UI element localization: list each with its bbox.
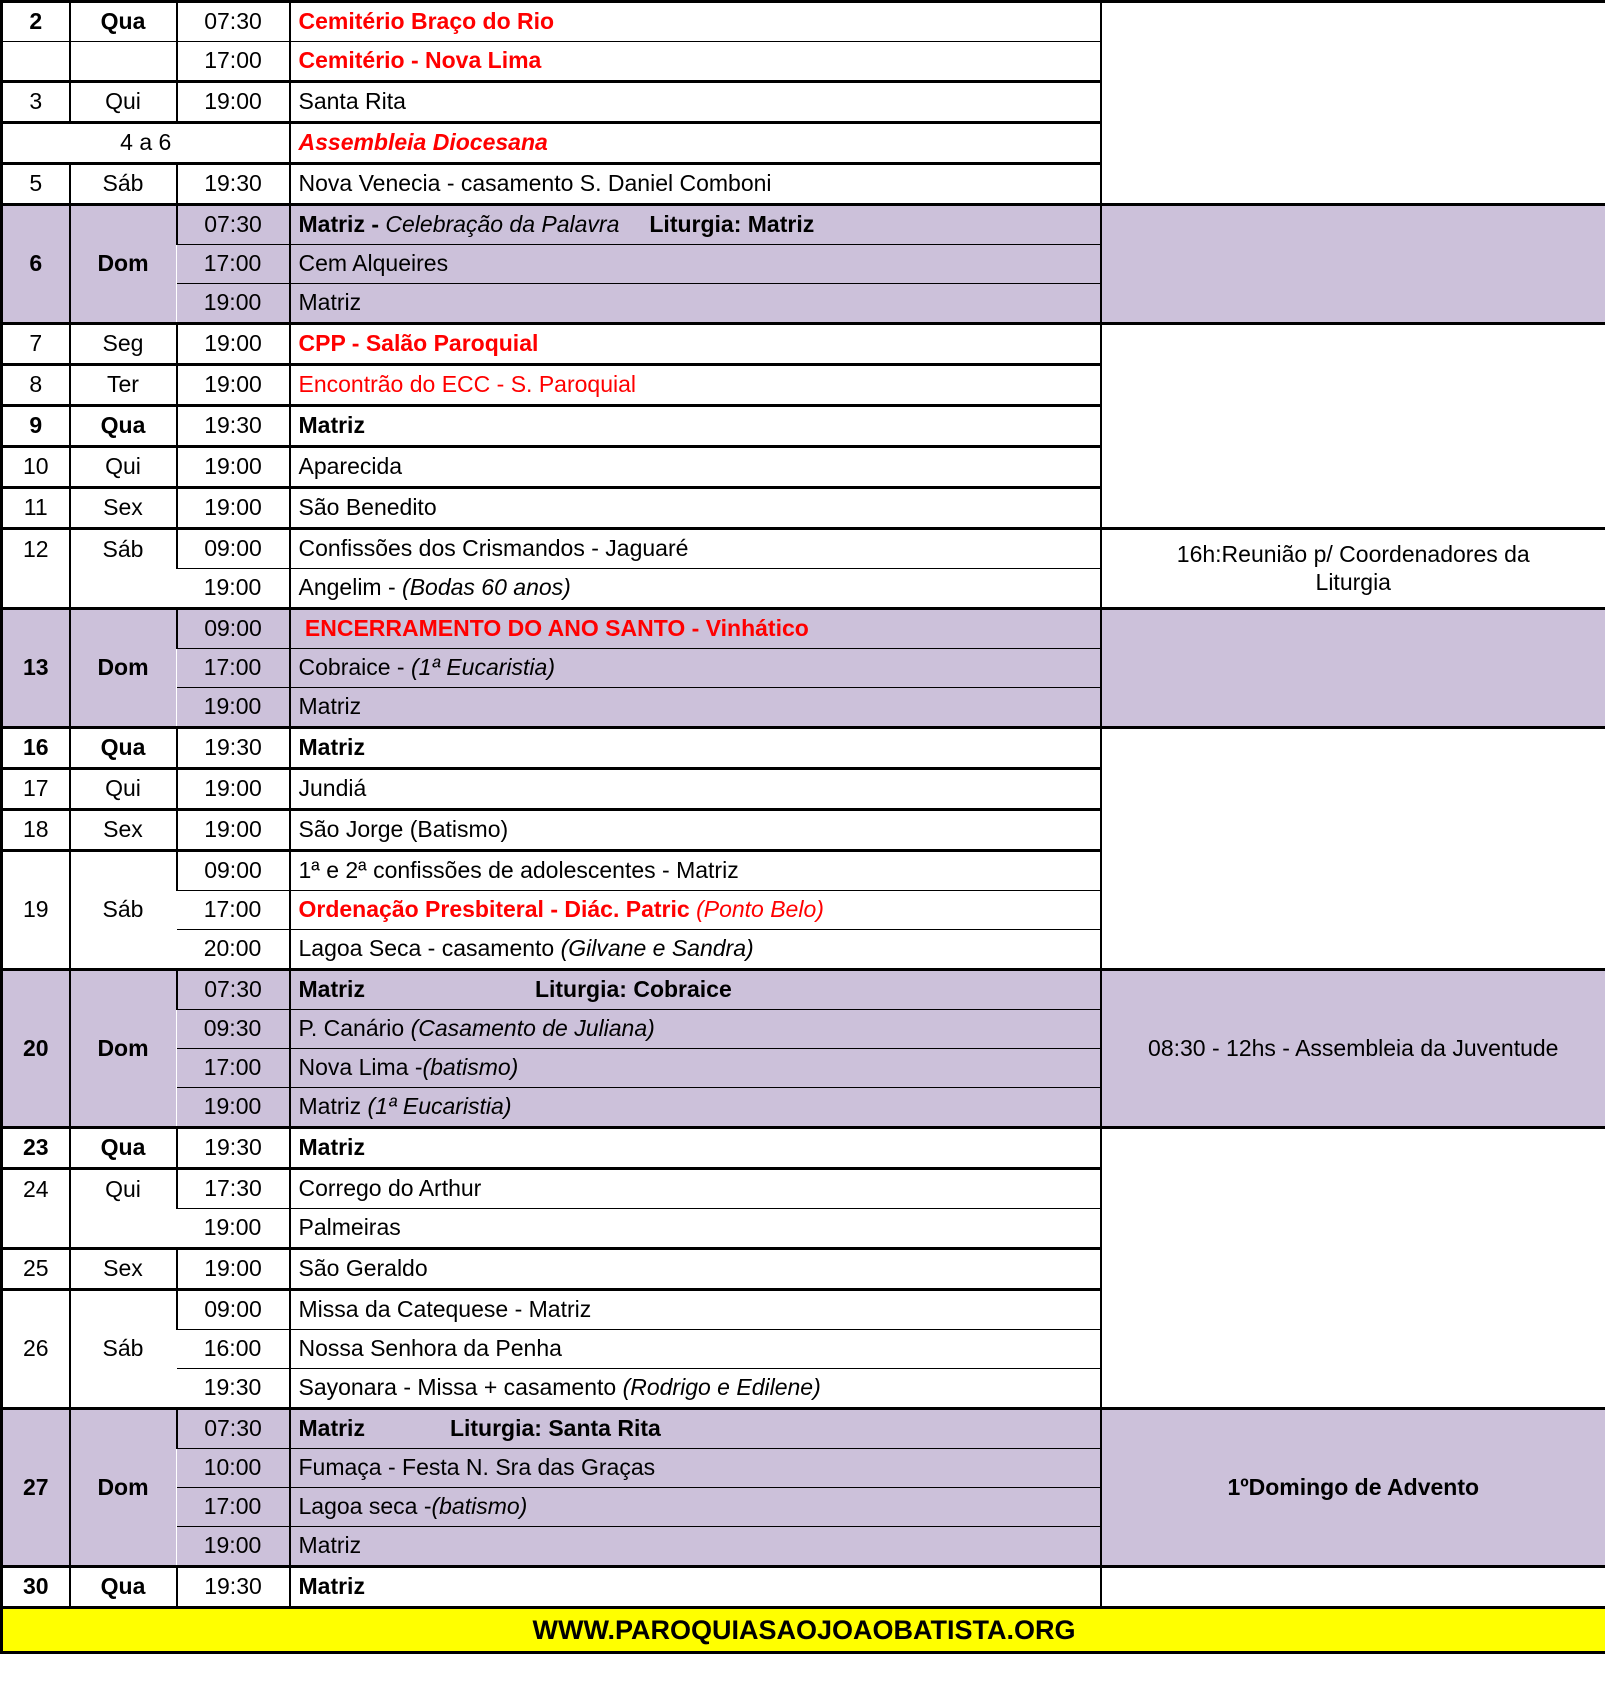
event-text: Cobraice - (298, 654, 411, 681)
event-text: Fumaça - Festa N. Sra das Graças (298, 1454, 656, 1481)
day-number-cell: 3 (2, 82, 70, 123)
event-text: P. Canário (298, 1015, 411, 1042)
event-cell (290, 245, 1101, 284)
event-text: Sayonara - Missa + casamento (298, 1374, 623, 1401)
event-cell (290, 1567, 1101, 1608)
event-cell (290, 284, 1101, 324)
website-url: WWW.PAROQUIASAOJOAOBATISTA.ORG (2, 1608, 1605, 1653)
event-text: Nossa Senhora da Penha (298, 1335, 562, 1362)
day-number-cell: 27 (2, 1409, 70, 1567)
weekday-cell (70, 42, 177, 82)
weekday-cell: Dom (70, 970, 177, 1128)
event-text: Palmeiras (298, 1214, 401, 1241)
day-number-cell: 13 (2, 609, 70, 728)
note-cell: 08:30 - 12hs - Assembleia da Juventude (1101, 970, 1605, 1128)
event-text: Matriz (298, 1532, 362, 1559)
event-text: (batismo) (422, 1054, 519, 1081)
event-cell (290, 1409, 1101, 1449)
weekday-cell: Qui (70, 82, 177, 123)
event-text: (1ª Eucaristia) (367, 1093, 512, 1120)
day-number-cell: 23 (2, 1128, 70, 1169)
time-cell: 17:00 (177, 891, 290, 930)
event-text: Celebração da Palavra (385, 211, 620, 238)
event-cell (290, 930, 1101, 970)
day-number-cell: 19 (2, 851, 70, 970)
event-text: Matriz (298, 976, 365, 1003)
day-number-cell: 9 (2, 406, 70, 447)
weekday-cell: Qua (70, 1128, 177, 1169)
day-number-cell: 17 (2, 769, 70, 810)
event-cell (290, 569, 1101, 609)
time-cell: 17:00 (177, 1049, 290, 1088)
time-cell: 09:30 (177, 1010, 290, 1049)
time-cell: 19:00 (177, 284, 290, 324)
event-cell (290, 42, 1101, 82)
weekday-cell: Sex (70, 810, 177, 851)
day-number-cell: 20 (2, 970, 70, 1128)
event-cell (290, 970, 1101, 1010)
event-text: (Gilvane e Sandra) (560, 935, 754, 962)
time-cell: 17:30 (177, 1169, 290, 1209)
event-text: (Bodas 60 anos) (402, 574, 571, 601)
note-cell: 16h:Reunião p/ Coordenadores da Liturgia (1101, 529, 1605, 609)
event-text: Jundiá (298, 775, 367, 802)
time-cell: 19:30 (177, 406, 290, 447)
time-cell: 17:00 (177, 245, 290, 284)
weekday-cell: Seg (70, 324, 177, 365)
event-text: (Ponto Belo) (696, 896, 824, 923)
day-number-cell: 25 (2, 1249, 70, 1290)
event-text: Matriz (298, 1093, 368, 1120)
event-text: (batismo) (431, 1493, 528, 1520)
time-cell: 10:00 (177, 1449, 290, 1488)
time-cell: 19:00 (177, 488, 290, 529)
time-cell: 19:30 (177, 728, 290, 769)
event-text: Cem Alqueires (298, 250, 449, 277)
weekday-cell: Dom (70, 609, 177, 728)
event-cell (290, 1290, 1101, 1330)
day-number-cell: 7 (2, 324, 70, 365)
time-cell: 19:00 (177, 810, 290, 851)
time-cell: 09:00 (177, 1290, 290, 1330)
event-text: Matriz (298, 1415, 365, 1442)
time-cell: 17:00 (177, 1488, 290, 1527)
time-cell: 19:00 (177, 324, 290, 365)
weekday-cell: Dom (70, 205, 177, 324)
weekday-cell: Qua (70, 1567, 177, 1608)
event-text: Encontrão do ECC - S. Paroquial (298, 371, 637, 398)
weekday-cell: Sáb (70, 1290, 177, 1409)
event-text: Matriz (298, 1134, 365, 1161)
event-text: Angelim - (298, 574, 403, 601)
event-cell (290, 609, 1101, 649)
weekday-cell: Qua (70, 406, 177, 447)
time-cell: 19:00 (177, 1088, 290, 1128)
note-cell (1101, 728, 1605, 970)
event-text: 1ª e 2ª confissões de adolescentes - Matriz (298, 857, 739, 884)
event-cell (290, 82, 1101, 123)
event-text: Ordenação Presbiteral - Diác. Patric (298, 896, 697, 923)
event-cell (290, 1330, 1101, 1369)
event-text: Confissões dos Crismandos - Jaguaré (298, 535, 689, 562)
event-cell (290, 728, 1101, 769)
event-cell (290, 688, 1101, 728)
event-text: Matriz (298, 289, 362, 316)
event-cell (290, 1128, 1101, 1169)
day-number-cell: 18 (2, 810, 70, 851)
time-cell: 19:00 (177, 365, 290, 406)
event-cell (290, 1209, 1101, 1249)
note-cell: 1ºDomingo de Advento (1101, 1409, 1605, 1567)
day-number-cell: 30 (2, 1567, 70, 1608)
note-cell (1101, 324, 1605, 529)
event-cell (290, 365, 1101, 406)
event-text: ENCERRAMENTO DO ANO SANTO - Vinhático (298, 615, 809, 642)
day-number-cell: 8 (2, 365, 70, 406)
time-cell: 20:00 (177, 930, 290, 970)
event-text: Matriz (298, 1573, 365, 1600)
day-number-cell: 11 (2, 488, 70, 529)
time-cell: 19:00 (177, 1249, 290, 1290)
note-cell (1101, 205, 1605, 324)
event-text: São Jorge (Batismo) (298, 816, 509, 843)
event-cell (290, 1488, 1101, 1527)
time-cell: 19:00 (177, 1527, 290, 1567)
time-cell: 07:30 (177, 205, 290, 245)
day-number-cell: 2 (2, 2, 70, 42)
event-cell (290, 447, 1101, 488)
weekday-cell: Sex (70, 488, 177, 529)
day-number-cell: 16 (2, 728, 70, 769)
event-cell (290, 529, 1101, 569)
time-cell: 19:30 (177, 164, 290, 205)
weekday-cell: Sáb (70, 851, 177, 970)
time-cell: 19:00 (177, 82, 290, 123)
event-text: Lagoa Seca - casamento (298, 935, 561, 962)
event-cell (290, 164, 1101, 205)
note-cell (1101, 2, 1605, 205)
event-text: (Rodrigo e Edilene) (622, 1374, 821, 1401)
event-text: Aparecida (298, 453, 403, 480)
event-text: Santa Rita (298, 88, 406, 115)
event-cell (290, 851, 1101, 891)
time-cell: 19:30 (177, 1369, 290, 1409)
footer-banner (2, 1608, 1605, 1653)
event-cell (290, 123, 1101, 164)
note-cell (1101, 1128, 1605, 1409)
day-number-cell (2, 42, 70, 82)
day-number-cell: 5 (2, 164, 70, 205)
event-cell (290, 1049, 1101, 1088)
event-cell (290, 2, 1101, 42)
time-cell: 16:00 (177, 1330, 290, 1369)
event-cell (290, 488, 1101, 529)
event-cell (290, 1369, 1101, 1409)
event-text: São Geraldo (298, 1255, 428, 1282)
weekday-cell: Qui (70, 769, 177, 810)
event-text: Matriz (298, 734, 365, 761)
note-cell (1101, 609, 1605, 728)
time-cell: 09:00 (177, 529, 290, 569)
event-text: Assembleia Diocesana (298, 129, 548, 156)
weekday-cell: Qui (70, 447, 177, 488)
event-cell (290, 769, 1101, 810)
time-cell: 19:00 (177, 769, 290, 810)
day-number-cell: 26 (2, 1290, 70, 1409)
time-cell: 17:00 (177, 649, 290, 688)
time-cell: 19:00 (177, 1209, 290, 1249)
note-cell (1101, 1567, 1605, 1608)
event-cell (290, 205, 1101, 245)
event-text: São Benedito (298, 494, 437, 521)
weekday-cell: Sáb (70, 164, 177, 205)
event-cell (290, 891, 1101, 930)
weekday-cell: Qua (70, 2, 177, 42)
time-cell: 07:30 (177, 1409, 290, 1449)
weekday-cell: Qua (70, 728, 177, 769)
weekday-cell: Dom (70, 1409, 177, 1567)
event-text: (1ª Eucaristia) (410, 654, 555, 681)
weekday-cell: Ter (70, 365, 177, 406)
time-cell: 17:00 (177, 42, 290, 82)
event-text: Liturgia: Matriz (649, 211, 815, 238)
time-cell: 09:00 (177, 609, 290, 649)
event-text: Liturgia: Cobraice (534, 976, 732, 1003)
weekday-cell: Sáb (70, 529, 177, 609)
event-cell (290, 1449, 1101, 1488)
weekday-cell: Qui (70, 1169, 177, 1249)
event-text: Cemitério Braço do Rio (298, 8, 555, 35)
event-cell (290, 1527, 1101, 1567)
time-cell: 07:30 (177, 970, 290, 1010)
day-number-cell: 12 (2, 529, 70, 609)
event-text: Lagoa seca - (298, 1493, 432, 1520)
event-text: Nova Lima - (298, 1054, 423, 1081)
day-range-cell: 4 a 6 (2, 123, 290, 164)
weekday-cell: Sex (70, 1249, 177, 1290)
event-cell (290, 1169, 1101, 1209)
event-cell (290, 324, 1101, 365)
day-number-cell: 10 (2, 447, 70, 488)
event-text: (Casamento de Juliana) (410, 1015, 655, 1042)
event-text: Cemitério - Nova Lima (298, 47, 542, 74)
event-cell (290, 1088, 1101, 1128)
event-cell (290, 810, 1101, 851)
event-cell (290, 406, 1101, 447)
event-text: CPP - Salão Paroquial (298, 330, 539, 357)
time-cell: 19:30 (177, 1128, 290, 1169)
event-text: Matriz (298, 693, 362, 720)
time-cell: 19:00 (177, 569, 290, 609)
time-cell: 07:30 (177, 2, 290, 42)
event-text: Matriz (298, 412, 365, 439)
schedule-table-body (2, 2, 1605, 1608)
time-cell: 09:00 (177, 851, 290, 891)
event-text: Missa da Catequese - Matriz (298, 1296, 592, 1323)
time-cell: 19:00 (177, 447, 290, 488)
event-text: Nova Venecia - casamento S. Daniel Comboni (298, 170, 772, 197)
event-text: Liturgia: Santa Rita (449, 1415, 661, 1442)
event-cell (290, 1249, 1101, 1290)
day-number-cell: 6 (2, 205, 70, 324)
time-cell: 19:00 (177, 688, 290, 728)
event-cell (290, 649, 1101, 688)
event-cell (290, 1010, 1101, 1049)
time-cell: 19:30 (177, 1567, 290, 1608)
event-text: Matriz - (298, 211, 386, 238)
day-number-cell: 24 (2, 1169, 70, 1249)
event-text: Corrego do Arthur (298, 1175, 482, 1202)
